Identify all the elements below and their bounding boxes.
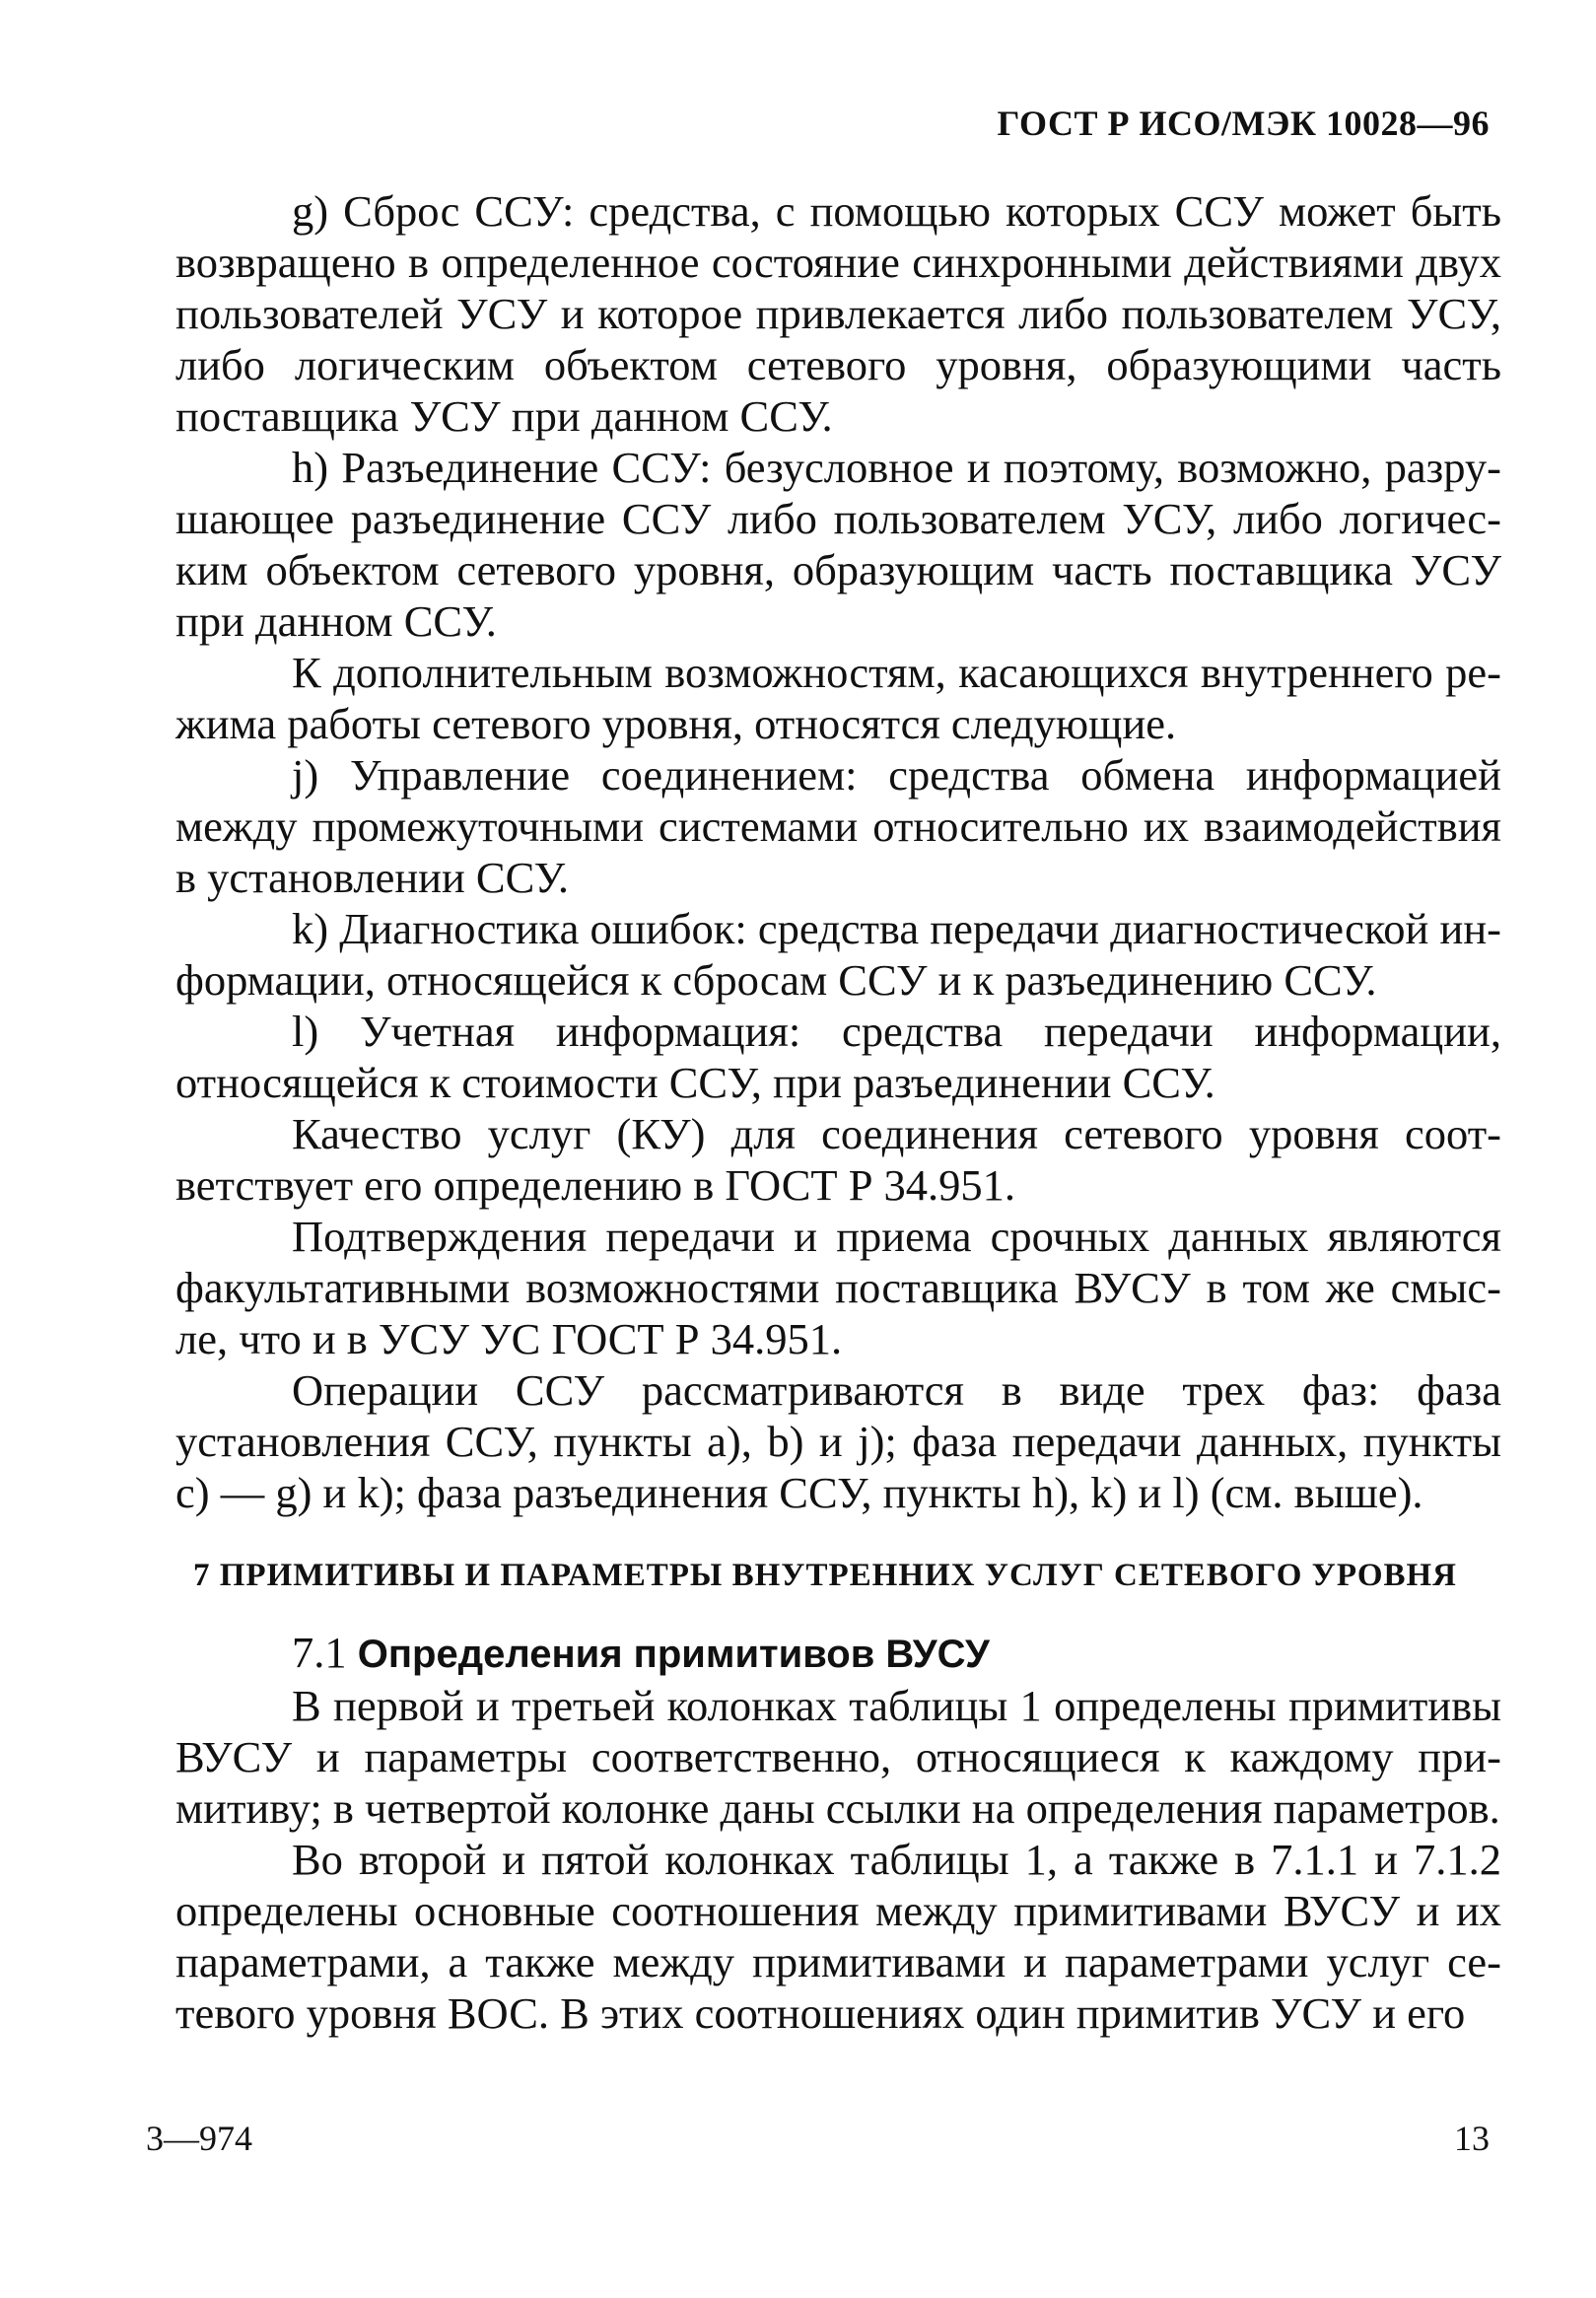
footer-print-code: 3—974 bbox=[146, 2119, 252, 2158]
paragraph-j-connection-management: j) Управление соединением: средства обмена информацией между промежуточными системами относительно их взаимодействия в установлении ССУ. bbox=[175, 750, 1501, 902]
paragraph-table-columns-1-3: В первой и третьей колонках таблицы 1 определены примитивы ВУСУ и параметры соответственно, относящиеся к каждому примитиву; в четвертой колонке даны ссылки на определения параметров. bbox=[175, 1681, 1501, 1833]
paragraph-expedited-data: Подтверждения передачи и приема срочных данных являются факультативными возможностями поставщика ВУСУ в том же смысле, что и в УСУ УС ГОСТ Р 34.951. bbox=[175, 1212, 1501, 1363]
paragraph-quality-of-service: Качество услуг (КУ) для соединения сетевого уровня соответствует его определению в ГОСТ Р 34.951. bbox=[175, 1109, 1501, 1210]
paragraph-g-reset: g) Сброс ССУ: средства, с помощью которых ССУ может быть возвращено в определенное состояние синхронными действиями двух пользователей УСУ и которое привлекается либо пользователем УСУ, либо логическим объектом сетевого уровня, образующими часть поставщика УСУ при данном ССУ. bbox=[175, 186, 1501, 441]
section-heading: 7 ПРИМИТИВЫ И ПАРАМЕТРЫ ВНУТРЕННИХ УСЛУГ СЕТЕВОГО УРОВНЯ bbox=[193, 1558, 1458, 1593]
paragraph-l-accounting-info: l) Учетная информация: средства передачи информации, относящейся к стоимости ССУ, при разъединении ССУ. bbox=[175, 1007, 1501, 1107]
subsection-heading bbox=[175, 1627, 1501, 1680]
running-head: ГОСТ Р ИСО/МЭК 10028—96 bbox=[997, 104, 1490, 143]
paragraph-k-error-diagnostics: k) Диагностика ошибок: средства передачи диагностической информации, относящейся к сбросам ССУ и к разъединению ССУ. bbox=[175, 904, 1501, 1005]
subsection-number: 7.1 bbox=[292, 1628, 347, 1677]
paragraph-table-columns-2-5: Во второй и пятой колонках таблицы 1, а также в 7.1.1 и 7.1.2 определены основные соотношения между примитивами ВУСУ и их параметрами, а также между примитивами и параметрами услуг сетевого уровня ВОС. В этих соотношениях один примитив УСУ и его bbox=[175, 1835, 1501, 2038]
body-text bbox=[175, 185, 1501, 2039]
paragraph-operation-phases: Операции ССУ рассматриваются в виде трех фаз: фаза установления ССУ, пункты а), b) и j); фаза передачи данных, пункты с) — g) и k); фаза разъединения ССУ, пункты h), k) и l) (см. выше). bbox=[175, 1365, 1501, 1517]
page-number: 13 bbox=[1454, 2119, 1490, 2158]
subsection-title: Определения примитивов ВУСУ bbox=[357, 1633, 990, 1676]
paragraph-additional-capabilities: К дополнительным возможностям, касающихся внутреннего режима работы сетевого уровня, относятся следующие. bbox=[175, 648, 1501, 748]
paragraph-h-disconnect: h) Разъединение ССУ: безусловное и поэтому, возможно, разрушающее разъединение ССУ либо пользователем УСУ, либо логическим объектом сетевого уровня, образующим часть поставщика УСУ при данном ССУ. bbox=[175, 443, 1501, 646]
